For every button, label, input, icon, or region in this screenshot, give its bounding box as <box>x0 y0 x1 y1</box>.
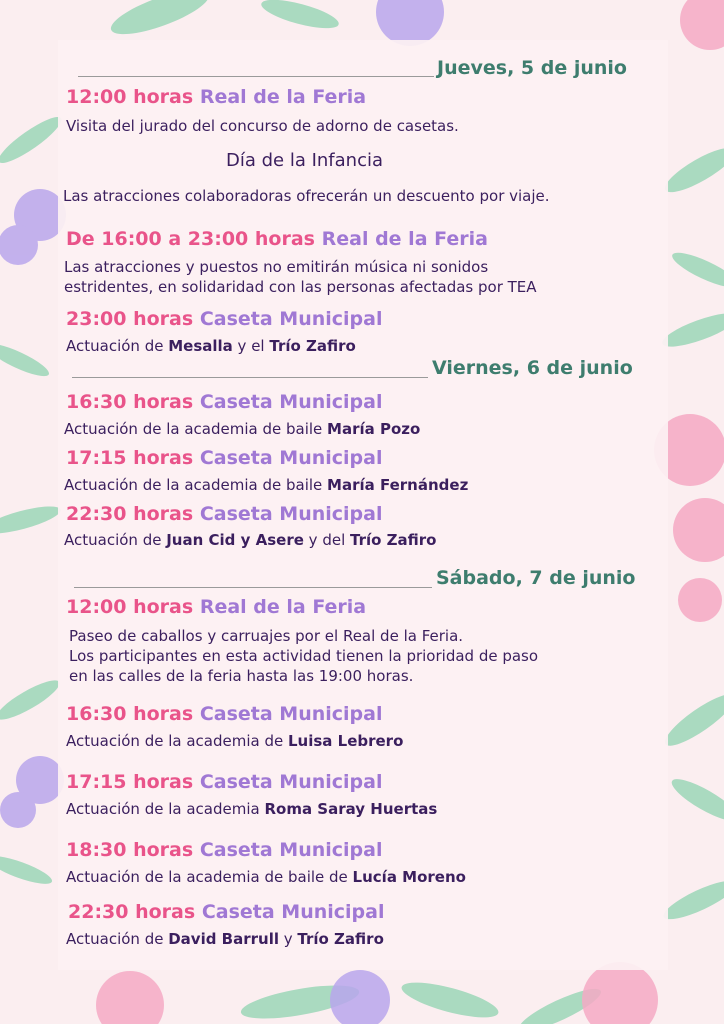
event-description: Las atracciones y puestos no emitirán música ni sonidos <box>64 258 489 276</box>
text-part: y del <box>303 531 351 549</box>
event-description <box>64 530 437 550</box>
event-heading <box>66 771 382 793</box>
event-heading <box>66 447 382 469</box>
event-place: Caseta Municipal <box>199 703 383 725</box>
text-part: y <box>278 930 298 948</box>
event-description: Las atracciones colaboradoras ofrecerán un descuento por viaje. <box>63 187 550 205</box>
event-time: 22:30 horas <box>66 503 194 525</box>
event-description <box>66 929 384 949</box>
event-time: 17:15 horas <box>66 771 194 793</box>
event-time: 17:15 horas <box>66 447 194 469</box>
event-description: en las calles de la feria hasta las 19:00 horas. <box>69 667 414 685</box>
event-time: De 16:00 a 23:00 horas <box>66 228 315 250</box>
text-part: Actuación de la academia de baile <box>64 476 328 494</box>
day-divider <box>72 377 428 378</box>
event-description <box>66 731 403 751</box>
event-place: Real de la Feria <box>321 228 488 250</box>
event-heading <box>66 86 366 108</box>
text-part: Actuación de <box>66 337 169 355</box>
performer-name: Mesalla <box>168 337 233 355</box>
event-heading <box>68 901 384 923</box>
event-description <box>64 419 420 439</box>
event-place: Caseta Municipal <box>199 771 383 793</box>
event-description: Visita del jurado del concurso de adorno de casetas. <box>66 117 459 135</box>
event-description <box>66 336 356 356</box>
event-description: Paseo de caballos y carruajes por el Real de la Feria. <box>69 627 464 645</box>
event-heading <box>66 503 382 525</box>
event-time: 18:30 horas <box>66 839 194 861</box>
event-time: 22:30 horas <box>68 901 196 923</box>
event-time: 12:00 horas <box>66 596 194 618</box>
event-description <box>66 799 437 819</box>
event-place: Caseta Municipal <box>199 391 383 413</box>
performer-name: Lucía Moreno <box>352 868 466 886</box>
performer-name: Juan Cid y Asere <box>166 531 304 549</box>
performer-name: María Pozo <box>327 420 421 438</box>
event-place: Real de la Feria <box>199 596 367 618</box>
event-time: 16:30 horas <box>66 703 194 725</box>
event-heading <box>66 703 382 725</box>
performer-name: David Barrull <box>168 930 279 948</box>
event-description <box>66 867 466 887</box>
event-description: Los participantes en esta actividad tienen la prioridad de paso <box>69 647 539 665</box>
day-divider <box>78 76 434 77</box>
event-heading <box>66 839 382 861</box>
event-place: Caseta Municipal <box>201 901 385 923</box>
event-heading <box>66 391 382 413</box>
text-part: Actuación de la academia de baile <box>64 420 328 438</box>
event-place: Caseta Municipal <box>199 839 383 861</box>
event-time: 16:30 horas <box>66 391 194 413</box>
performer-name: Trío Zafiro <box>350 531 437 549</box>
day-divider <box>74 587 432 588</box>
text-part: y el <box>232 337 270 355</box>
event-place: Caseta Municipal <box>199 503 383 525</box>
performer-name: Trío Zafiro <box>269 337 356 355</box>
event-time: 12:00 horas <box>66 86 194 108</box>
event-description: estridentes, en solidaridad con las personas afectadas por TEA <box>64 278 537 296</box>
day-title-sabado: Sábado, 7 de junio <box>436 567 636 589</box>
day-title-viernes: Viernes, 6 de junio <box>432 357 633 379</box>
day-title-jueves: Jueves, 5 de junio <box>437 57 627 79</box>
section-title-dia-infancia: Día de la Infancia <box>226 150 384 171</box>
event-time: 23:00 horas <box>66 308 194 330</box>
performer-name: Roma Saray Huertas <box>264 800 438 818</box>
text-part: Actuación de la academia de baile de <box>66 868 353 886</box>
event-heading <box>66 228 488 250</box>
event-heading <box>66 308 382 330</box>
event-place: Caseta Municipal <box>199 308 383 330</box>
performer-name: Luisa Lebrero <box>287 732 404 750</box>
event-description <box>64 475 468 495</box>
text-part: Actuación de <box>64 531 167 549</box>
performer-name: Trío Zafiro <box>297 930 384 948</box>
performer-name: María Fernández <box>327 476 469 494</box>
event-place: Real de la Feria <box>199 86 367 108</box>
text-part: Actuación de la academia de <box>66 732 288 750</box>
text-part: Actuación de la academia <box>66 800 265 818</box>
event-place: Caseta Municipal <box>199 447 383 469</box>
event-heading <box>66 596 366 618</box>
text-part: Actuación de <box>66 930 169 948</box>
